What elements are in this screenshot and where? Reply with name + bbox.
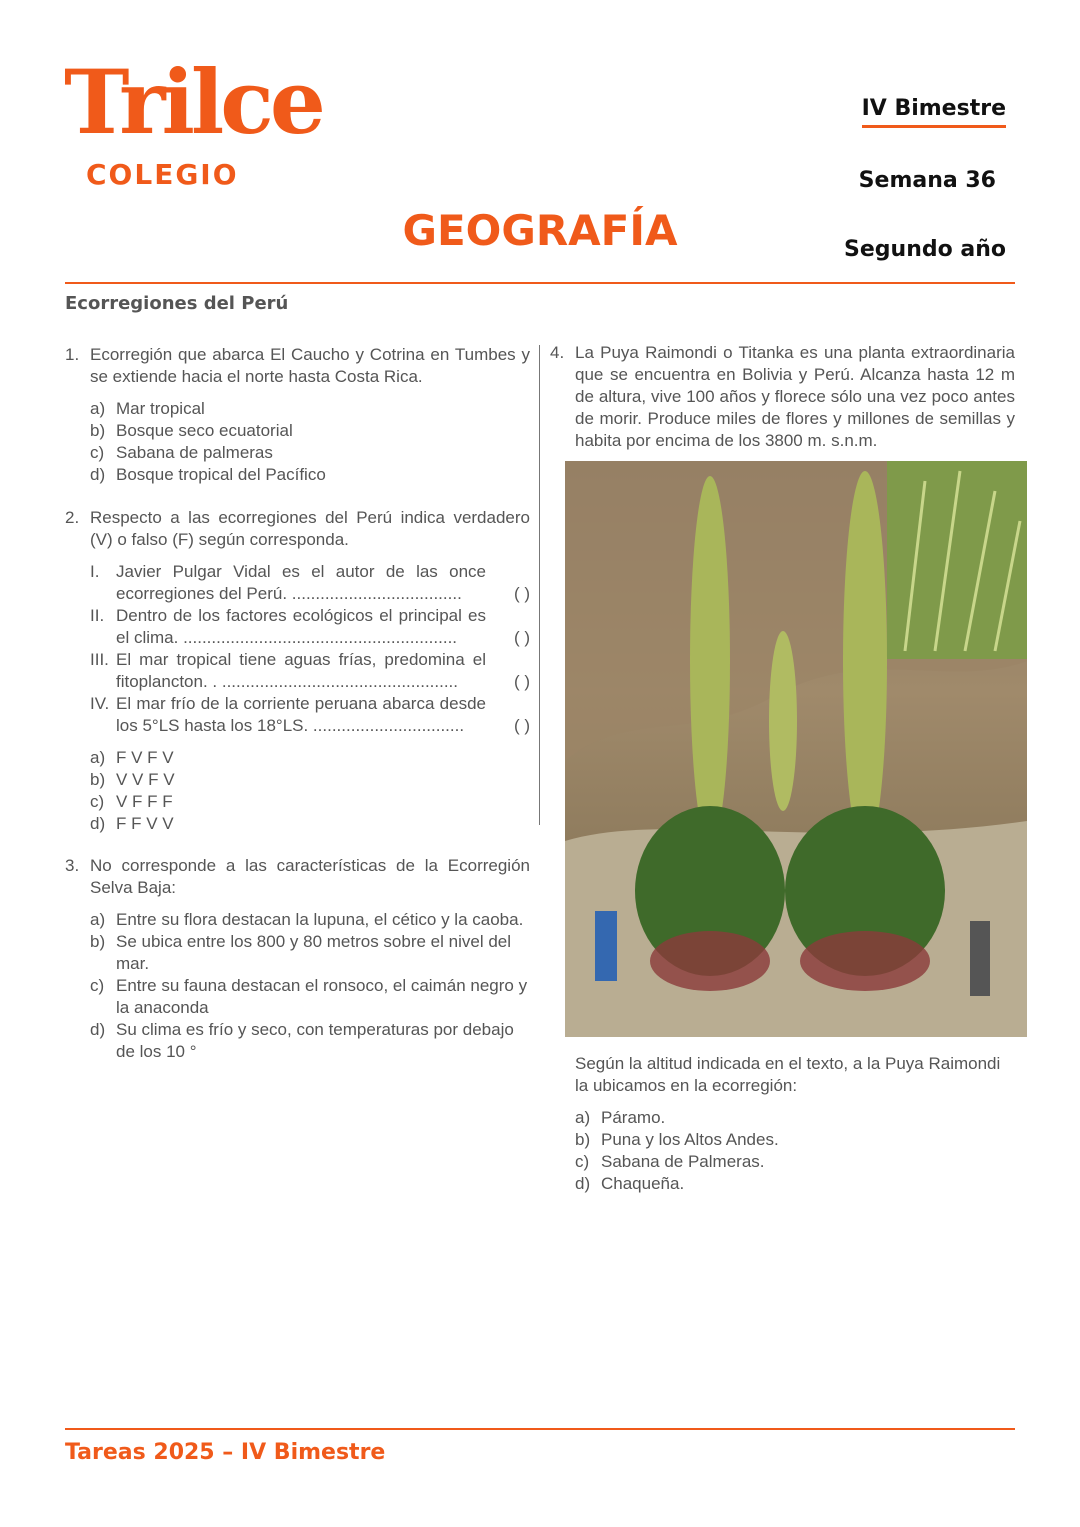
option-b[interactable]: b) Bosque seco ecuatorial (90, 421, 293, 440)
statement: II. Dentro de los factores ecológicos el principal es el clima. .......................................................... ( ) (90, 606, 530, 647)
option-a[interactable]: a) F V F V (90, 748, 174, 767)
option-c[interactable]: c) V F F F (90, 792, 173, 811)
header-divider (65, 282, 1015, 284)
statement: IV. El mar frío de la corriente peruana abarca desde los 5°LS hasta los 18°LS. ................................ ( ) (90, 694, 530, 735)
question-4-prompt (575, 1053, 1015, 1195)
answer-blank[interactable]: ( ) (513, 716, 530, 735)
option-b[interactable]: b) Se ubica entre los 800 y 80 metros sobre el nivel del mar. (90, 932, 512, 973)
question-text: Respecto a las ecorregiones del Perú indica verdadero (V) o falso (F) según corresponda. (90, 508, 530, 549)
question-text: Según la altitud indicada en el texto, a la Puya Raimondi la ubicamos en la ecorregión: (575, 1054, 1001, 1095)
option-b[interactable]: b) Puna y los Altos Andes. (575, 1130, 779, 1149)
options (575, 1107, 1015, 1195)
answer-blank[interactable]: ( ) (513, 628, 530, 647)
week-label: Semana 36 (858, 168, 996, 193)
footer-divider (65, 1428, 1015, 1430)
question-number: 1. (65, 345, 80, 364)
question-number: 2. (65, 508, 80, 527)
option-a[interactable]: a) Mar tropical (90, 399, 205, 418)
option-d[interactable]: d) Bosque tropical del Pacífico (90, 465, 326, 484)
question-text: Ecorregión que abarca El Caucho y Cotrina en Tumbes y se extiende hacia el norte hasta Costa Rica. (90, 345, 530, 386)
question-number: 3. (65, 856, 80, 875)
trilce-logo: Trilce (64, 50, 322, 154)
puya-raimondi-photo (565, 461, 1027, 1037)
answer-blank[interactable]: ( ) (513, 672, 530, 691)
answer-blank[interactable]: ( ) (513, 584, 530, 603)
option-b[interactable]: b) V V F V (90, 770, 175, 789)
question-text: La Puya Raimondi o Titanka es una planta extraordinaria que se encuentra en Bolivia y Perú. Alcanza hasta 12 m de altura, vive 100 años y florece sólo una vez poco antes de morir. Produce miles de flores y millones de semillas y habita por encima de los 3800 m. s.n.m. (575, 343, 1015, 450)
logo-subtitle: COLEGIO (86, 158, 239, 191)
option-c[interactable]: c) Entre su fauna destacan el ronsoco, el caimán negro y la anaconda (90, 976, 528, 1017)
column-divider (539, 345, 540, 825)
question-3 (65, 855, 530, 1063)
question-text: No corresponde a las características de la Ecorregión Selva Baja: (90, 856, 530, 897)
term-label: IV Bimestre (862, 96, 1006, 128)
option-d[interactable]: d) Su clima es frío y seco, con temperaturas por debajo de los 10 ° (90, 1020, 514, 1061)
option-a[interactable]: a) Entre su flora destacan la lupuna, el cético y la caoba. (90, 910, 524, 929)
page-title: GEOGRAFÍA (402, 206, 678, 255)
grade-label: Segundo año (844, 237, 1006, 262)
question-4 (550, 342, 1015, 452)
statement: III. El mar tropical tiene aguas frías, predomina el fitoplancton. . .................................................. ( ) (90, 650, 530, 691)
footer-label: Tareas 2025 – IV Bimestre (65, 1440, 386, 1465)
question-1 (65, 344, 530, 486)
option-c[interactable]: c) Sabana de palmeras (90, 443, 273, 462)
option-d[interactable]: d) Chaqueña. (575, 1174, 685, 1193)
question-2 (65, 507, 530, 835)
question-number: 4. (550, 343, 565, 362)
option-c[interactable]: c) Sabana de Palmeras. (575, 1152, 765, 1171)
statements (65, 561, 530, 737)
options (65, 398, 530, 486)
options (65, 747, 530, 835)
topic-heading: Ecorregiones del Perú (65, 293, 289, 314)
option-d[interactable]: d) F F V V (90, 814, 174, 833)
option-a[interactable]: a) Páramo. (575, 1108, 666, 1127)
statement: I. Javier Pulgar Vidal es el autor de las once ecorregiones del Perú. .................................... ( ) (90, 562, 530, 603)
options (65, 909, 530, 1063)
